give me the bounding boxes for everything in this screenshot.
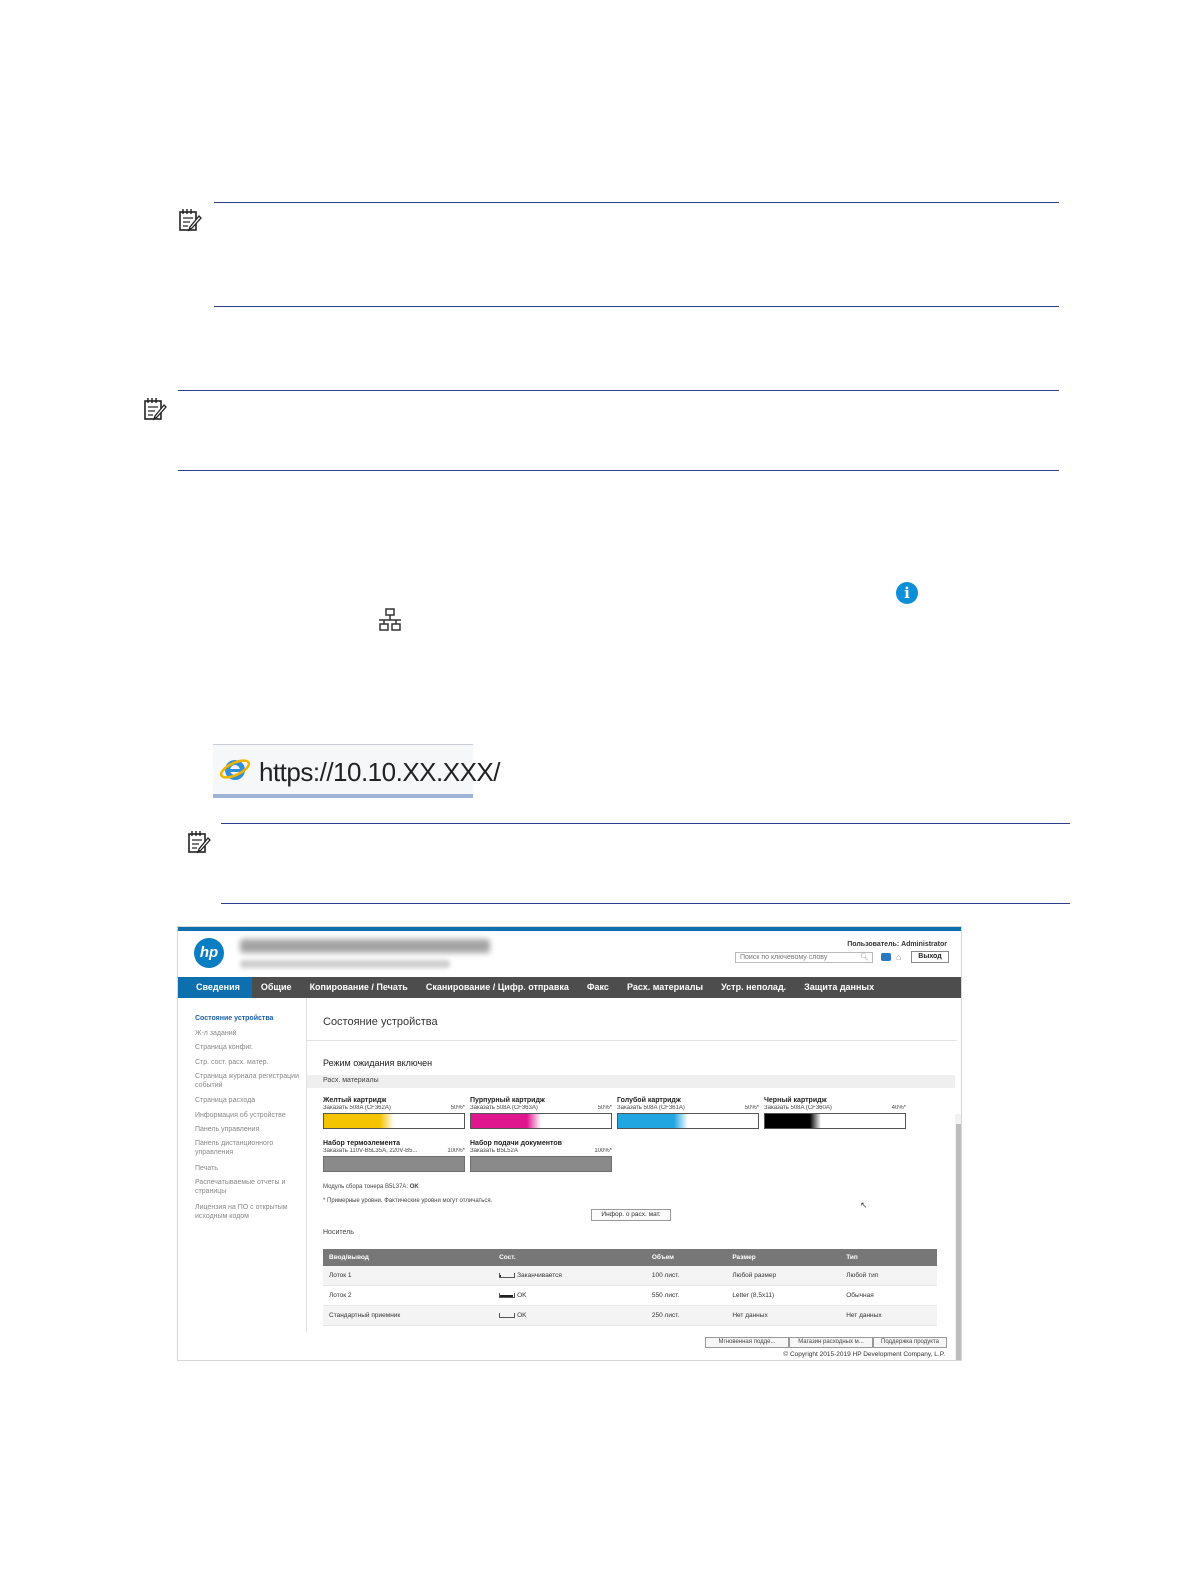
note-rule-bottom [178,470,1059,471]
sidebar-item-print[interactable]: Печать [195,1165,218,1172]
search-input[interactable] [735,952,873,963]
sidebar-item-control-panel[interactable]: Панель управления [195,1126,260,1133]
estimate-note: * Примерные уровни. Фактические уровни могут отличаться. [323,1198,493,1204]
main-content [307,998,962,1332]
cartridge-level-bar [764,1113,906,1129]
media-section-header: Носитель [307,1227,955,1240]
maintenance-level-bar [323,1156,465,1172]
col-type: Тип [840,1249,937,1266]
tray-level-gauge [499,1313,515,1318]
note-icon [178,208,202,232]
tab-info[interactable]: Сведения [178,977,252,998]
sidebar-item-license[interactable]: Лицензия на ПО с открытым исходным кодом [195,1204,288,1220]
tab-troubleshooting[interactable]: Устр. неполад. [721,982,787,992]
supplies-section-header: Расх. материалы [307,1075,955,1088]
instant-support-button[interactable]: Мгновенная подде... [705,1337,789,1348]
tab-supplies[interactable]: Расх. материалы [626,982,704,992]
sidebar-item-remote-control[interactable]: Панель дистанционного управления [195,1140,274,1156]
cartridge-level-bar [470,1113,612,1129]
scrollbar[interactable] [955,1114,962,1361]
tray-level-gauge [499,1273,515,1278]
sidebar-item-supplies-page[interactable]: Стр. сост. расх. матер. [195,1059,269,1066]
tab-general[interactable]: Общие [260,982,292,992]
table-row: Лоток 1 Заканчивается 100 лист. Любой размер Любой тип [323,1266,937,1286]
table-row: Лоток 2 OK 550 лист. Letter (8,5x11) Обычная [323,1286,937,1306]
search-icon[interactable]: 🔍︎ [860,954,869,961]
tab-security[interactable]: Защита данных [804,982,875,992]
sidebar-item-device-status[interactable]: Состояние устройства [195,1015,274,1022]
sidebar-item-usage-page[interactable]: Страница расхода [195,1097,256,1104]
help-chat-icon[interactable] [881,953,891,961]
note-rule-bottom [221,903,1070,904]
page-title: Состояние устройства [323,1016,438,1028]
note-icon [143,397,167,421]
copyright: © Copyright 2015-2019 HP Development Company, L.P. [783,1351,945,1358]
cartridge-level-bar [617,1113,759,1129]
note-rule-top [214,202,1059,203]
table-row: Стандартный приемник OK 250 лист. Нет данных Нет данных [323,1306,937,1326]
url-text: https://10.10.XX.XXX/ [259,757,500,787]
cartridge-magenta: Пурпурный картридж Заказать 508A (CF363A) 50%* [470,1097,612,1129]
col-capacity: Объем [646,1249,726,1266]
sidebar [178,998,307,1332]
col-io: Ввод/вывод [323,1249,493,1266]
ews-screenshot [177,926,962,1361]
tab-fax[interactable]: Факс [586,982,609,992]
sidebar-item-config-page[interactable]: Страница конфиг. [195,1044,253,1051]
document-feeder-kit: Набор подачи документов Заказать B5L52A 100%* [470,1140,612,1172]
tray-level-gauge [499,1293,515,1298]
user-label: Пользователь: Administrator [847,941,947,948]
mouse-pointer-icon: ↖ [860,1200,868,1210]
cartridge-yellow: Желтый картридж Заказать 508A (CF362A) 50%* [323,1097,465,1129]
media-table [323,1249,937,1326]
sidebar-item-reports[interactable]: Распечатываемые отчеты и страницы [195,1179,286,1195]
info-icon: i [896,582,918,604]
tab-scan[interactable]: Сканирование / Цифр. отправка [425,982,569,992]
status-text: Режим ожидания включен [323,1058,433,1068]
tab-copy-print[interactable]: Копирование / Печать [309,982,408,992]
cartridge-cyan: Голубой картридж Заказать 508A (CF361A) 50%* [617,1097,759,1129]
browser-address-bar [213,744,500,798]
sidebar-item-device-info[interactable]: Информация об устройстве [195,1112,286,1119]
network-icon [378,608,402,632]
note-rule-top [221,823,1070,824]
hp-logo: hp [194,938,224,968]
blurred-host-name [240,960,450,968]
search-placeholder: Поиск по ключевому слову [740,954,828,961]
toner-collection-status: Модуль сбора тонера B5L37A: OK [323,1184,419,1190]
fuser-kit: Набор термоэлемента Заказать 110V-B5L35A, 220V-B5... 100%* [323,1140,465,1172]
note-rule-top [178,390,1059,391]
note-icon [187,830,211,854]
blurred-product-name [240,939,490,953]
home-icon[interactable]: ⌂ [896,952,902,962]
main-nav [178,977,961,998]
supplies-info-button[interactable]: Инфор. о расх. мат. [591,1209,671,1221]
maintenance-level-bar [470,1156,612,1172]
note-rule-bottom [214,306,1059,307]
sidebar-item-job-log[interactable]: Ж-л заданий [195,1030,237,1037]
logout-button[interactable]: Выход [911,951,949,963]
col-state: Сост. [493,1249,646,1266]
cartridge-black: Черный картридж Заказать 508A (CF360A) 40%* [764,1097,906,1129]
col-size: Размер [726,1249,840,1266]
internet-explorer-icon [219,753,251,785]
cartridge-level-bar [323,1113,465,1129]
sidebar-item-event-log[interactable]: Страница журнала регистрации событий [195,1073,299,1089]
supplies-store-button[interactable]: Магазин расходных м... [789,1337,873,1348]
product-support-button[interactable]: Поддержка продукта [873,1337,947,1348]
